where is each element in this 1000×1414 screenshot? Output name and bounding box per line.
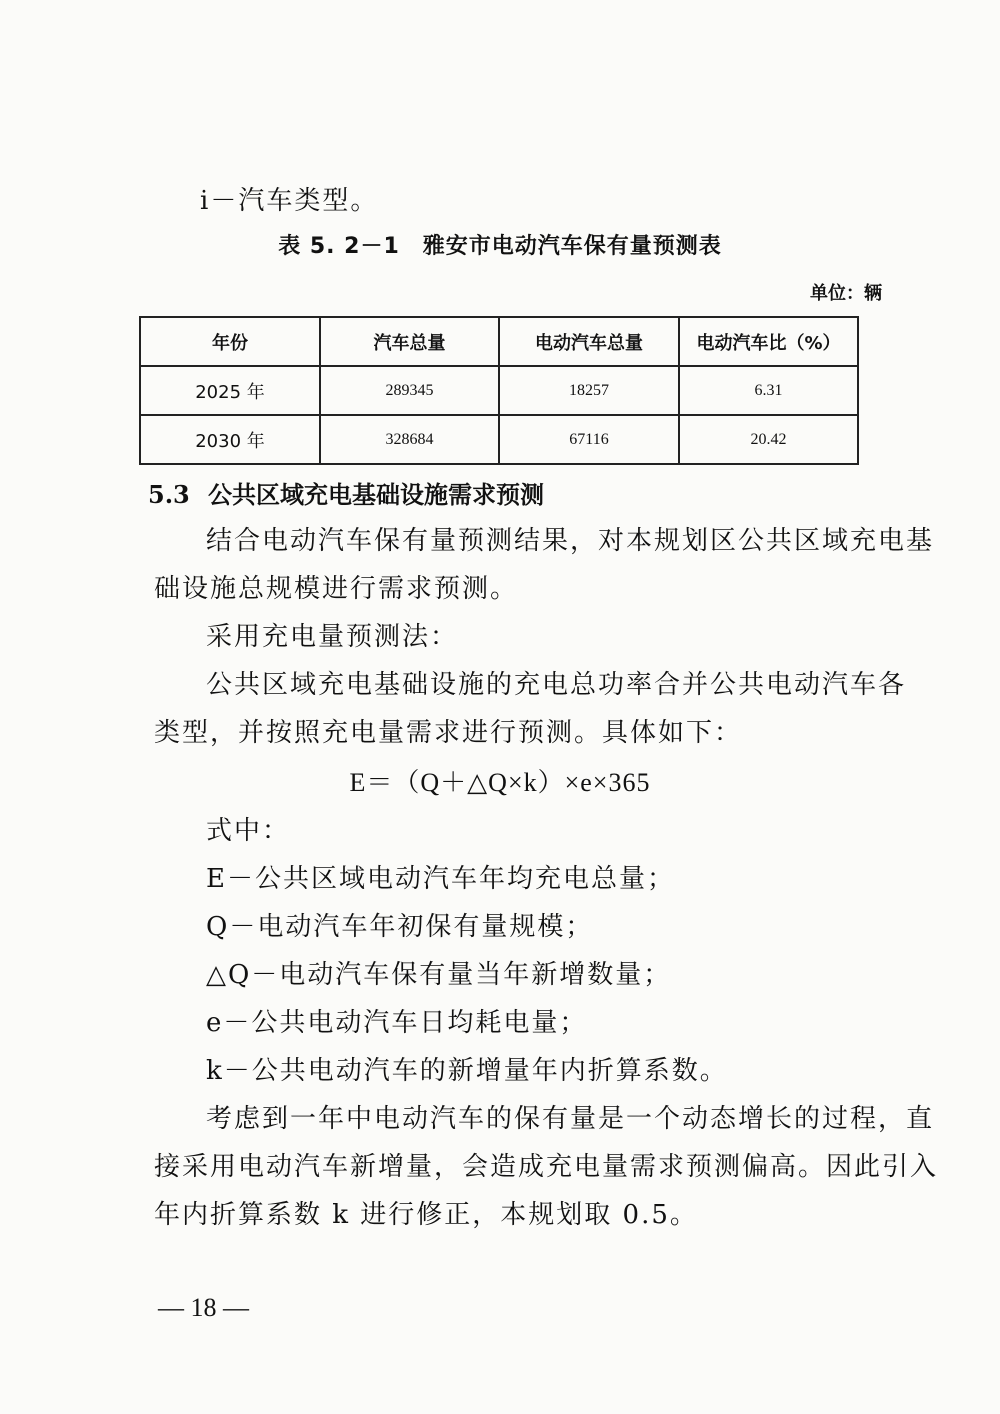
intro-line: i－汽车类型。 [200,186,379,216]
page-number: — 18 — [158,1293,249,1322]
cell-ev-ratio: 20.42 [679,415,858,464]
table-caption: 表 5. 2－1 雅安市电动汽车保有量预测表 [278,234,722,259]
cell-ev-total: 18257 [499,366,679,415]
paragraph-line: 础设施总规模进行需求预测。 [154,574,519,604]
table-row [140,415,858,464]
definition-line: e－公共电动汽车日均耗电量； [206,1008,588,1038]
definition-line: △Q－电动汽车保有量当年新增数量； [206,960,672,990]
table-unit: 单位：辆 [810,283,882,304]
section-title: 公共区域充电基础设施需求预测 [208,480,544,509]
definition-line: Q－电动汽车年初保有量规模； [206,912,594,942]
header-year: 年份 [140,317,320,366]
where-label: 式中： [206,816,291,846]
paragraph-line: 采用充电量预测法： [206,622,459,652]
definition-line: E－公共区域电动汽车年均充电总量； [206,864,675,894]
definition-line: k－公共电动汽车的新增量年内折算系数。 [206,1056,728,1086]
paragraph-line: 接采用电动汽车新增量，会造成充电量需求预测偏高。因此引入 [154,1152,939,1182]
cell-year: 2025 年 [140,366,320,415]
paragraph-line: 类型，并按照充电量需求进行预测。具体如下： [154,718,743,748]
section-number: 5.3 [148,480,190,509]
cell-ev-total: 67116 [499,415,679,464]
cell-ev-ratio: 6.31 [679,366,858,415]
cell-total: 328684 [320,415,499,464]
paragraph-line: 结合电动汽车保有量预测结果，对本规划区公共区域充电基 [206,526,935,556]
header-total: 汽车总量 [320,317,499,366]
cell-year: 2030 年 [140,415,320,464]
table-header-row [140,317,858,366]
table-row [140,366,858,415]
forecast-table [139,316,859,465]
paragraph-line: 公共区域充电基础设施的充电总功率合并公共电动汽车各 [206,670,907,700]
header-ev-ratio: 电动汽车比（%） [679,317,858,366]
formula: E＝（Q＋△Q×k）×e×365 [349,768,651,797]
section-heading [148,478,544,512]
paragraph-line: 年内折算系数 k 进行修正，本规划取 0.5。 [154,1200,698,1230]
cell-total: 289345 [320,366,499,415]
header-ev-total: 电动汽车总量 [499,317,679,366]
paragraph-line: 考虑到一年中电动汽车的保有量是一个动态增长的过程，直 [206,1104,935,1134]
